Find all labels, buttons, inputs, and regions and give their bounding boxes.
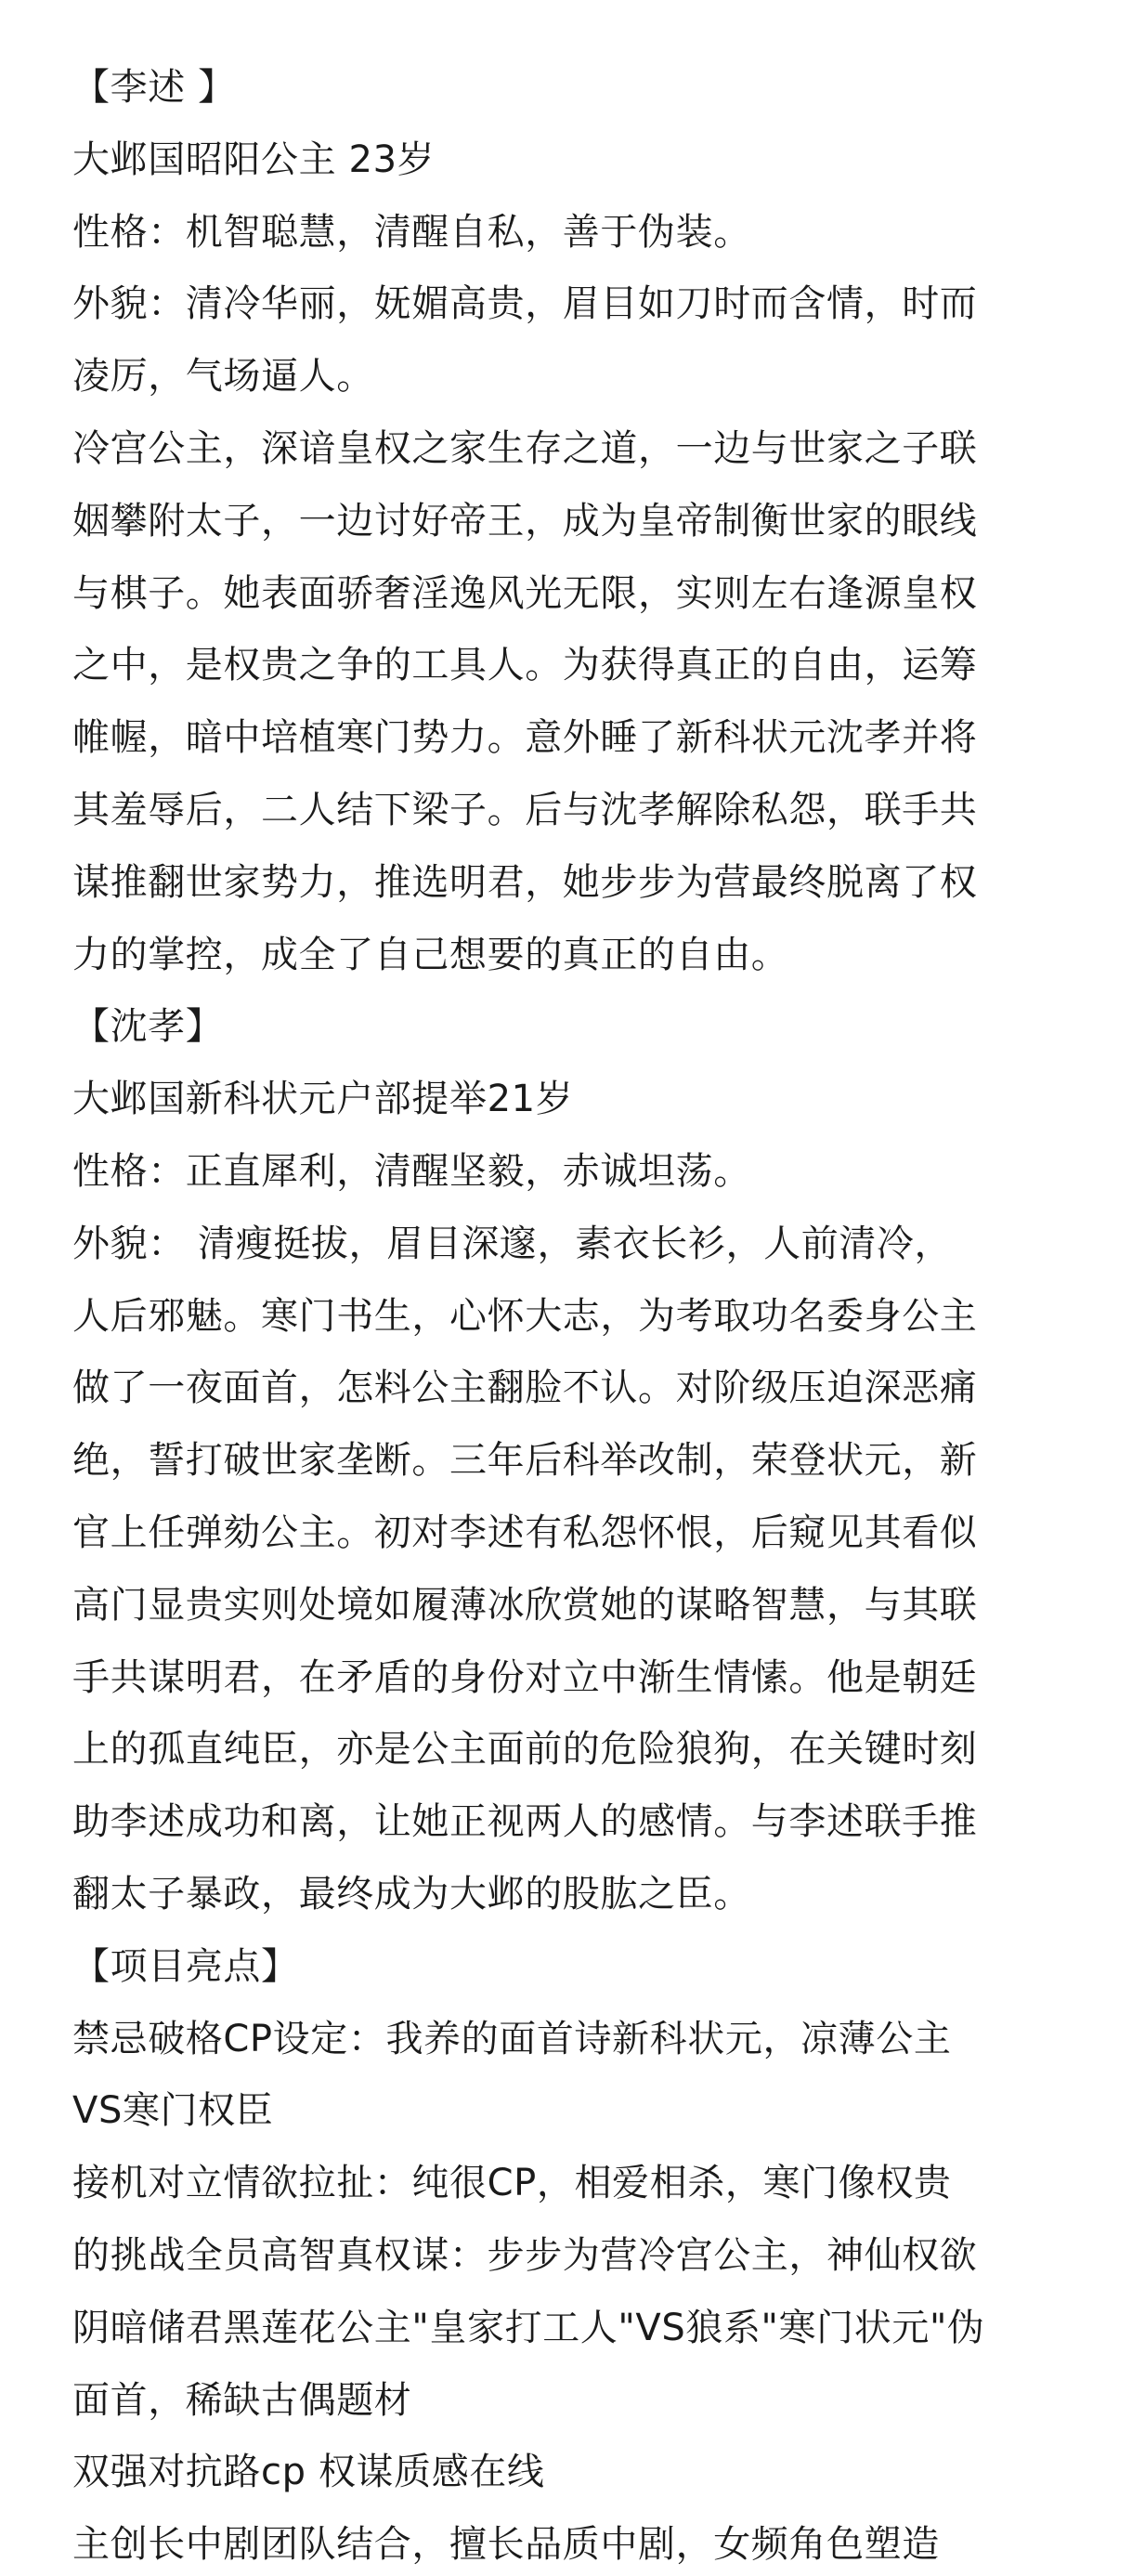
- text-line: 官上任弹劾公主。初对李述有私怨怀恨，后窥见其看似: [72, 1510, 978, 1554]
- text-line: 翻太子暴政，最终成为大邺的股肱之臣。: [72, 1872, 751, 1916]
- text-line: 帷幄，暗中培植寒门势力。意外睡了新科状元沈孝并将: [72, 716, 978, 760]
- text-line: 与棋子。她表面骄奢淫逸风光无限，实则左右逢源皇权: [72, 571, 978, 615]
- text-line: 上的孤直纯臣，亦是公主面前的危险狼狗，在关键时刻: [72, 1728, 978, 1772]
- text-line: 大邺国昭阳公主 23岁: [72, 137, 436, 181]
- text-line: 外貌： 清瘦挺拔，眉目深邃，素衣长衫，人前清冷，: [72, 1222, 953, 1265]
- text-line: 其羞辱后，二人结下梁子。后与沈孝解除私怨，联手共: [72, 788, 978, 831]
- text-line: 高门显贵实则处境如履薄冰欣赏她的谋略智慧，与其联: [72, 1583, 978, 1627]
- text-line: 双强对抗路cp 权谋质感在线: [72, 2451, 545, 2494]
- text-line: 力的掌控，成全了自己想要的真正的自由。: [72, 933, 789, 976]
- text-line: 之中，是权贵之争的工具人。为获得真正的自由，运筹: [72, 644, 978, 687]
- text-line: 主创长中剧团队结合，擅长品质中剧，女频角色塑造: [72, 2523, 940, 2567]
- text-line: 绝，誓打破世家垄断。三年后科举改制，荣登状元，新: [72, 1439, 978, 1483]
- section-heading-li-shu: 【李述 】: [72, 66, 236, 109]
- document-body: [72, 52, 1075, 2576]
- section-heading-project-highlights: 【项目亮点】: [72, 1944, 299, 1988]
- text-line: 的挑战全员高智真权谋：步步为营冷宫公主，神仙权欲: [72, 2233, 978, 2277]
- text-line: 阴暗储君黑莲花公主"皇家打工人"VS狼系"寒门状元"伪: [72, 2306, 985, 2349]
- text-line: 性格：正直犀利，清醒坚毅，赤诚坦荡。: [72, 1149, 751, 1193]
- text-line: 凌厉，气场逼人。: [72, 355, 374, 399]
- text-line: 谋推翻世家势力，推选明君，她步步为营最终脱离了权: [72, 860, 978, 904]
- section-heading-shen-xiao: 【沈孝】: [72, 1005, 224, 1049]
- text-line: 人后邪魅。寒门书生，心怀大志，为考取功名委身公主: [72, 1294, 978, 1338]
- text-line: 禁忌破格CP设定：我养的面首诗新科状元，凉薄公主: [72, 2017, 952, 2060]
- text-line: 外貌：清冷华丽，妩媚高贵，眉目如刀时而含情，时而: [72, 282, 978, 326]
- text-line: 大邺国新科状元户部提举21岁: [72, 1078, 574, 1121]
- text-line: 做了一夜面首，怎料公主翻脸不认。对阶级压迫深恶痛: [72, 1366, 978, 1410]
- text-line: 性格：机智聪慧，清醒自私，善于伪装。: [72, 210, 751, 254]
- text-line: 姻攀附太子，一边讨好帝王，成为皇帝制衡世家的眼线: [72, 499, 978, 543]
- text-line: 助李述成功和离，让她正视两人的感情。与李述联手推: [72, 1800, 978, 1844]
- text-line: 手共谋明君，在矛盾的身份对立中渐生情愫。他是朝廷: [72, 1655, 978, 1699]
- text-line: 接机对立情欲拉扯：纯很CP，相爱相杀，寒门像权贵: [72, 2162, 952, 2205]
- text-line: 冷宫公主，深谙皇权之家生存之道，一边与世家之子联: [72, 426, 978, 470]
- text-line: VS寒门权臣: [72, 2089, 274, 2133]
- text-line: 面首，稀缺古偶题材: [72, 2378, 412, 2422]
